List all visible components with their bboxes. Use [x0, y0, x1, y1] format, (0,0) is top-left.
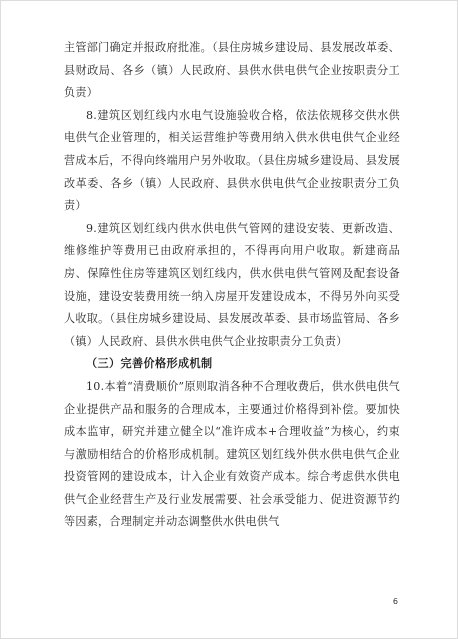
paragraph-item-10: 10.本着“清费顺价”原则取消各种不合理收费后，供水供电供气企业提供产品和服务的合理成本，主要通过价格得到补偿。要加快成本监审，研究并建立健全以“准许成本+合理收益”为核心，约束与激励相结合的价格形成机制。建筑区划红线外供水供电供气企业投资管网的建设成本，计入企业有效资产成本。综合考虑供水供电供气企业经营生产及行业发展需要、社会承受能力、促进资源节约等因素，合理制定并动态调整供水供电供气 — [64, 379, 400, 529]
paragraph-continuation: 主管部门确定并报政府批准。（县住房城乡建设局、县发展改革委、县财政局、各乡（镇）人民政府、县供水供电供气企业按职责分工负责） — [64, 41, 400, 100]
paragraph-item-9: 9.建筑区划红线内供水供电供气管网的建设安装、更新改造、维修维护等费用已由政府承担的，不得再向用户收取。新建商品房、保障性住房等建筑区划红线内，供水供电供气管网及配套设备设施，建设安装费用统一纳入房屋开发建设成本，不得另外向买受人收取。（县住房城乡建设局、县发展改革委、县市场监管局、各乡（镇）人民政府、县供水供电供气企业按职责分工负责） — [64, 221, 400, 348]
page-number: 6 — [392, 597, 398, 606]
section-heading: （三）完善价格形成机制 — [86, 357, 213, 371]
page-body — [64, 37, 400, 534]
paragraph-item-8: 8.建筑区划红线内水电气设施验收合格，依法依规移交供水供电供气企业管理的，相关运营维护等费用纳入供水供电供气企业经营成本后，不得向终端用户另外收取。（县住房城乡建设局、县发展改革委、各乡（镇）人民政府、县供水供电供气企业按职责分工负责） — [64, 108, 400, 213]
